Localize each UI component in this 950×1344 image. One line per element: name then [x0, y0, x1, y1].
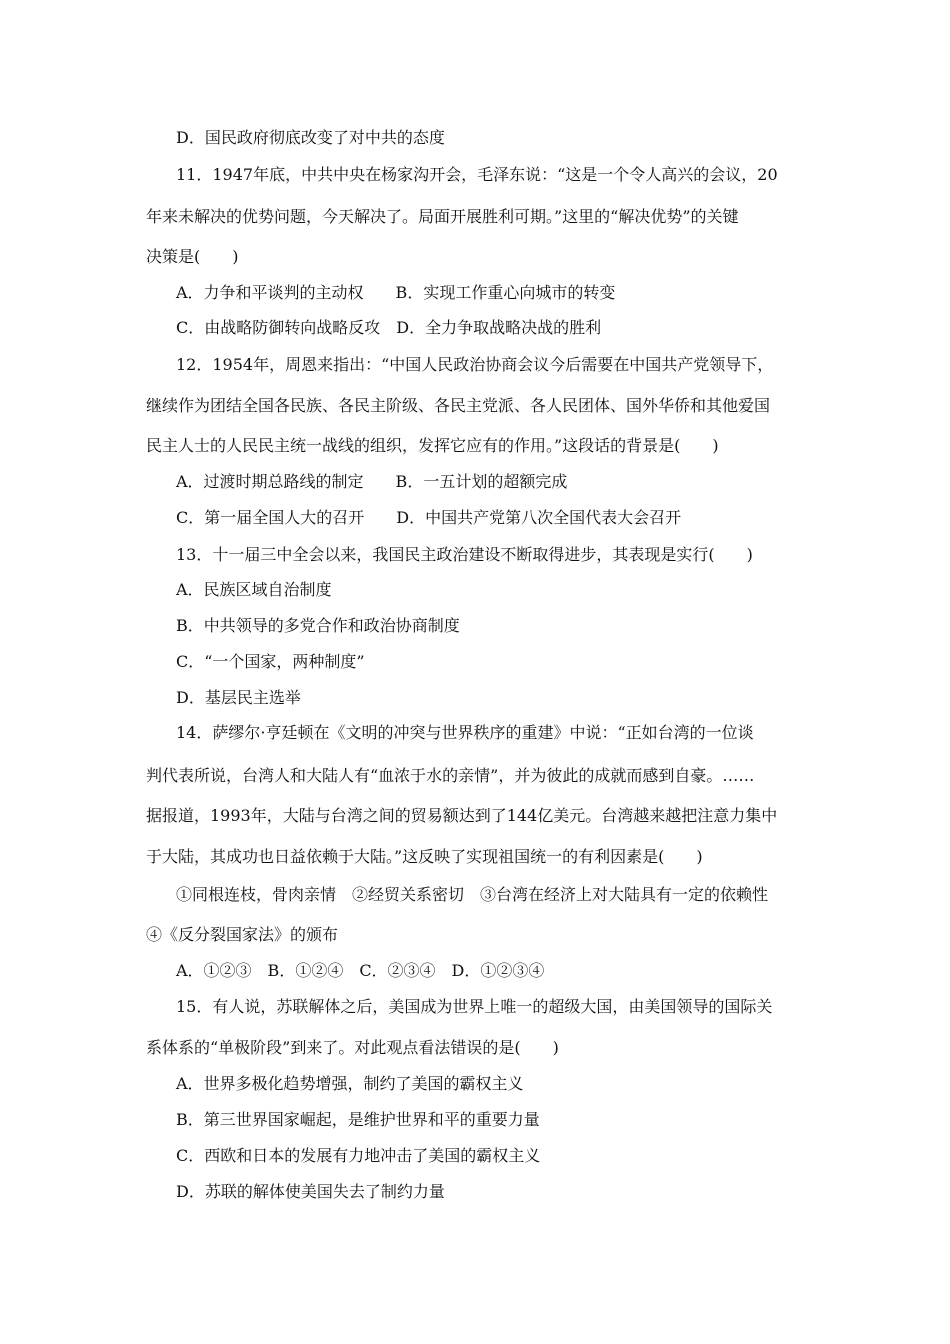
q14-stem-line-3: 据报道，1993年，大陆与台湾之间的贸易额达到了144亿美元。台湾越来越把注意力集中: [146, 806, 778, 825]
q12-stem-line-3: 民主人士的人民民主统一战线的组织，发挥它应有的作用。”这段话的背景是( ): [146, 436, 719, 455]
q11-options-row-1: A．力争和平谈判的主动权 B．实现工作重心向城市的转变: [176, 283, 616, 302]
q11-stem-line-1: 11．1947年底，中共中央在杨家沟开会，毛泽东说：“这是一个令人高兴的会议，20: [176, 165, 778, 184]
q14-stem-line-4: 于大陆，其成功也日益依赖于大陆。”这反映了实现祖国统一的有利因素是( ): [146, 847, 703, 866]
q13-option-a: A．民族区域自治制度: [176, 580, 332, 599]
q15-stem-line-2: 系体系的“单极阶段”到来了。对此观点看法错误的是( ): [146, 1038, 559, 1057]
q13-stem: 13．十一届三中全会以来，我国民主政治建设不断取得进步，其表现是实行( ): [176, 545, 753, 564]
q15-option-b: B．第三世界国家崛起，是维护世界和平的重要力量: [176, 1110, 540, 1129]
q14-items-line-1: ①同根连枝，骨肉亲情 ②经贸关系密切 ③台湾在经济上对大陆具有一定的依赖性: [176, 885, 769, 904]
q14-items-line-2: ④《反分裂国家法》的颁布: [146, 925, 339, 944]
q14-stem-line-1: 14．萨缪尔·亨廷顿在《文明的冲突与世界秩序的重建》中说：“正如台湾的一位谈: [176, 723, 754, 742]
q11-options-row-2: C．由战略防御转向战略反攻 D．全力争取战略决战的胜利: [176, 318, 602, 337]
q13-option-d: D．基层民主选举: [176, 688, 301, 707]
q11-stem-line-3: 决策是( ): [146, 247, 239, 266]
q14-stem-line-2: 判代表所说，台湾人和大陆人有“血浓于水的亲情”，并为彼此的成就而感到自豪。……: [146, 766, 755, 785]
q13-option-b: B．中共领导的多党合作和政治协商制度: [176, 616, 460, 635]
q12-options-row-2: C．第一届全国人大的召开 D．中国共产党第八次全国代表大会召开: [176, 508, 682, 527]
q10-option-d: D．国民政府彻底改变了对中共的态度: [176, 128, 445, 147]
q15-option-c: C．西欧和日本的发展有力地冲击了美国的霸权主义: [176, 1146, 541, 1165]
q14-options: A．①②③ B．①②④ C．②③④ D．①②③④: [176, 961, 545, 980]
q12-stem-line-1: 12．1954年，周恩来指出：“中国人民政治协商会议今后需要在中国共产党领导下，: [176, 355, 774, 374]
q12-options-row-1: A．过渡时期总路线的制定 B．一五计划的超额完成: [176, 472, 568, 491]
q15-option-d: D．苏联的解体使美国失去了制约力量: [176, 1182, 445, 1201]
q12-stem-line-2: 继续作为团结全国各民族、各民主阶级、各民主党派、各人民团体、国外华侨和其他爱国: [146, 396, 771, 415]
q15-option-a: A．世界多极化趋势增强，制约了美国的霸权主义: [176, 1074, 524, 1093]
q11-stem-line-2: 年来未解决的优势问题，今天解决了。局面开展胜利可期。”这里的“解决优势”的关键: [146, 207, 739, 226]
q13-option-c: C．“一个国家，两种制度”: [176, 652, 365, 671]
q15-stem-line-1: 15．有人说，苏联解体之后，美国成为世界上唯一的超级大国，由美国领导的国际关: [176, 997, 773, 1016]
